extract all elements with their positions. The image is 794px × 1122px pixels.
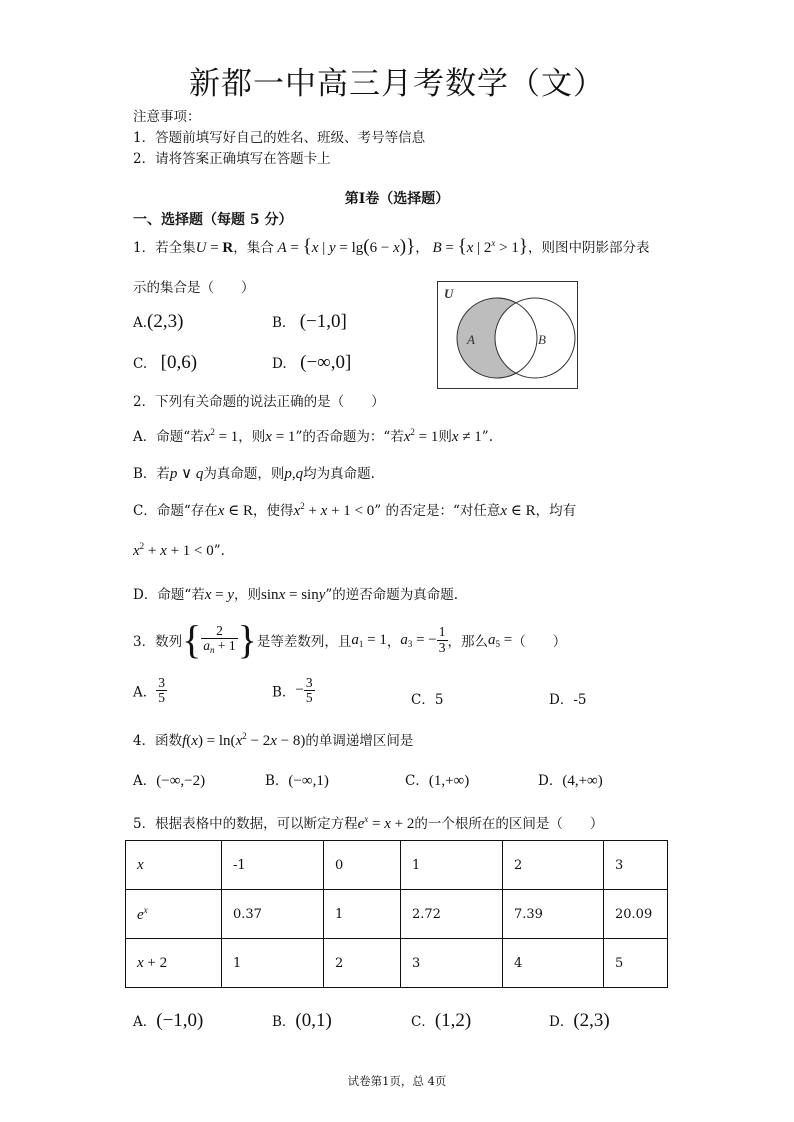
q5-option-b: B．(0,1) bbox=[272, 1010, 332, 1031]
table-cell: 20.09 bbox=[604, 890, 668, 939]
notes-item-2: 2．请将答案正确填写在答题卡上 bbox=[133, 151, 331, 167]
exam-title: 新都一中高三月考数学（文） bbox=[189, 66, 605, 102]
q5-option-c: C．(1,2) bbox=[411, 1010, 472, 1031]
q2-option-c-line2: $x^2 + x + 1 < 0$”. bbox=[133, 541, 225, 559]
table-cell: 0 bbox=[324, 841, 401, 890]
table-cell: 3 bbox=[604, 841, 668, 890]
table-cell: 3 bbox=[401, 939, 503, 988]
q2-option-b: B．若p ∨ q为真命题，则p,q均为真命题. bbox=[133, 466, 375, 482]
q1-option-a: A.(2,3) bbox=[133, 311, 184, 332]
table-cell: 2.72 bbox=[401, 890, 503, 939]
notes-item-1: 1．答题前填写好自己的姓名、班级、考号等信息 bbox=[133, 130, 426, 146]
q3-option-c: C．5 bbox=[411, 692, 444, 708]
table-cell: -1 bbox=[222, 841, 324, 890]
q3-option-a: A． $\frac{3}{5}$ bbox=[133, 675, 165, 706]
q4-option-c: C．(1,+∞) bbox=[405, 773, 470, 789]
q4-option-b: B．(−∞,1) bbox=[265, 773, 329, 789]
q1-stem-line2: 示的集合是（ ） bbox=[133, 280, 255, 296]
venn-label-a: A bbox=[467, 332, 475, 347]
page-footer: 试卷第1页，总 4页 bbox=[347, 1074, 447, 1088]
table-cell: 2 bbox=[503, 841, 604, 890]
q1-option-b: B. (−1,0] bbox=[272, 311, 347, 332]
table-cell: 1 bbox=[401, 841, 503, 890]
q4-option-d: D．(4,+∞) bbox=[538, 773, 603, 789]
q5-option-d: D．(2,3) bbox=[549, 1010, 610, 1031]
venn-diagram bbox=[437, 281, 578, 389]
q2-stem: 2．下列有关命题的说法正确的是（ ） bbox=[133, 394, 385, 410]
q5-option-a: A．(−1,0) bbox=[133, 1010, 204, 1031]
q2-option-a: A．命题“若$x^2 = 1$，则x = 1”的否命题为：“若$x^2 = 1$则x ≠ 1”. bbox=[133, 427, 493, 445]
table-row bbox=[126, 939, 668, 988]
table-row bbox=[126, 841, 668, 890]
table-row-header: x + 2 bbox=[126, 939, 222, 988]
q2-option-d: D．命题“若x = y，则sinx = siny”的逆否命题为真命题. bbox=[133, 587, 459, 603]
q2-option-c: C．命题“存在x ∈ R，使得$x^2 + x + 1 < 0$” 的否定是：“对任意x ∈ R，均有 bbox=[133, 501, 577, 519]
set-b-circle bbox=[495, 298, 575, 378]
q3-option-b: B．− $\frac{3}{5}$ bbox=[272, 675, 313, 706]
q1-stem: 1．若全集U = R，集合 A = {x | y = lg(6 − x)}， B = {x | $2^x > 1$}，则图中阴影部分表 bbox=[133, 236, 650, 257]
q1-option-c: C. [0,6) bbox=[133, 352, 198, 373]
q3-stem: 3．数列{ $\frac{2}{a_n + 1}$ }是等差数列，且$a_1 = 1$，$a_3$ = − $\frac{1}{3}$ ，那么$a_5$ =（ ） bbox=[133, 617, 567, 662]
table-cell: 5 bbox=[604, 939, 668, 988]
table-cell: 0.37 bbox=[222, 890, 324, 939]
notes-heading: 注意事项： bbox=[133, 109, 201, 125]
table-cell: 1 bbox=[222, 939, 324, 988]
table-row bbox=[126, 890, 668, 939]
venn-label-b: B bbox=[538, 332, 546, 347]
table-cell: 7.39 bbox=[503, 890, 604, 939]
section-title: 一、选择题（每题 5 分） bbox=[133, 212, 293, 228]
venn-label-u: U bbox=[444, 286, 454, 301]
q4-option-a: A．(−∞,−2) bbox=[133, 773, 206, 789]
q4-stem: 4．函数$f(x) = \ln(x^2 - 2x - 8)$的单调递增区间是 bbox=[133, 731, 414, 749]
table-cell: 4 bbox=[503, 939, 604, 988]
table-cell: 2 bbox=[324, 939, 401, 988]
q3-option-d: D．-5 bbox=[549, 692, 587, 708]
table-cell: 1 bbox=[324, 890, 401, 939]
table-row-header: $e^x$ bbox=[126, 890, 222, 939]
table-row-header: x bbox=[126, 841, 222, 890]
q5-stem: 5．根据表格中的数据，可以断定方程$e^x = x + 2$的一个根所在的区间是（ ） bbox=[133, 814, 604, 832]
q1-option-d: D. (−∞,0] bbox=[272, 352, 352, 373]
volume-title: 第I卷（选择题） bbox=[344, 191, 450, 207]
q5-data-table bbox=[125, 840, 668, 988]
